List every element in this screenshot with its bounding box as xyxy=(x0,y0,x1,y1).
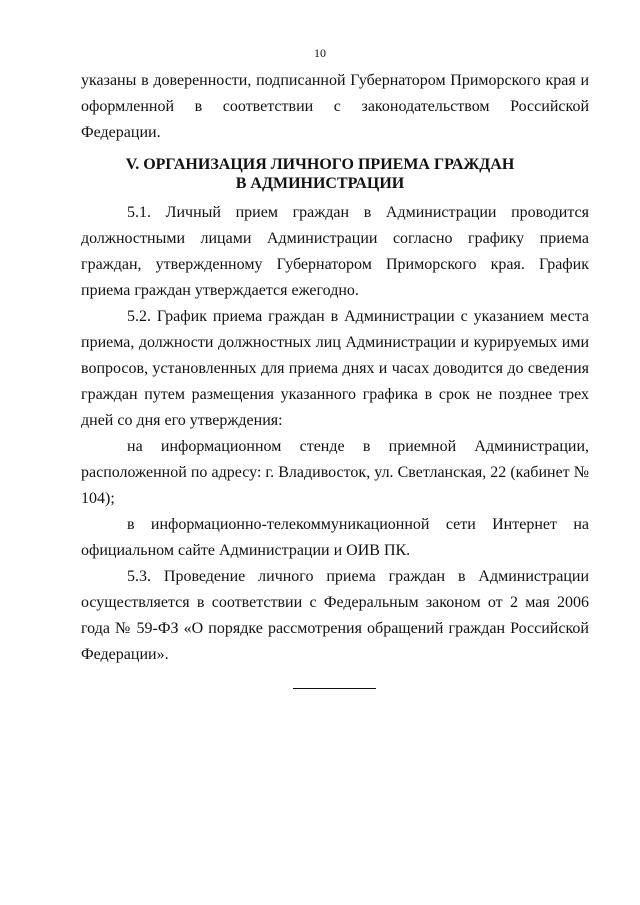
section-body xyxy=(81,200,589,668)
section-heading-line-2: В АДМИНИСТРАЦИИ xyxy=(235,175,405,192)
section-heading-line-1: V. ОРГАНИЗАЦИЯ ЛИЧНОГО ПРИЕМА ГРАЖДАН xyxy=(125,156,515,173)
paragraph-5-2: 5.2. График приема граждан в Администрации с указанием места приема, должности должностных лиц Администрации и курируемых ими вопросов, установленных для приема днях и часах доводится до сведения граждан путем размещения указанного графика в срок не позднее трех дней со дня его утверждения: xyxy=(81,308,589,429)
paragraph-5-3: 5.3. Проведение личного приема граждан в Администрации осуществляется в соответствии с Федеральным законом от 2 мая 2006 года № 59-ФЗ «О порядке рассмотрения обращений граждан Российской Федерации». xyxy=(81,568,589,663)
section-heading xyxy=(0,155,640,193)
paragraph-5-1: 5.1. Личный прием граждан в Администрации проводится должностными лицами Администрации согласно графику приема граждан, утвержденному Губернатором Приморского края. График приема граждан утверждается ежегодно. xyxy=(81,204,589,299)
paragraph-internet: в информационно-телекоммуникационной сети Интернет на официальном сайте Администрации и ОИВ ПК. xyxy=(81,516,589,559)
paragraph-info-stand: на информационном стенде в приемной Администрации, расположенной по адресу: г. Владивосток, ул. Светланская, 22 (кабинет № 104); xyxy=(81,438,589,507)
page-number: 10 xyxy=(314,46,326,60)
continuation-paragraph: указаны в доверенности, подписанной Губернатором Приморского края и оформленной в соответствии с законодательством Российской Федерации. xyxy=(81,72,589,141)
end-separator-line xyxy=(293,688,376,689)
